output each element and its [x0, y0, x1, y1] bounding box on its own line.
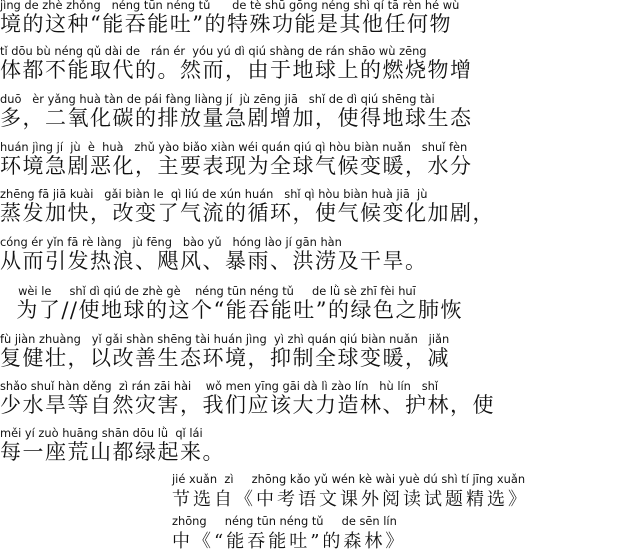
pinyin-row: cóng ér yǐn fā rè làng jù fēng bào yǔ hóng lào jí gān hàn — [0, 235, 342, 249]
hanzi-row: 为了//使地球的这个“能吞能吐”的绿色之肺恢 — [0, 298, 463, 322]
pinyin-row: zhēng fā jiā kuài gǎi biàn le qì liú de xún huán shǐ qì hòu biàn huà jiā jù — [0, 187, 428, 201]
pinyin-row: duō èr yǎng huà tàn de pái fàng liàng jí jù zēng jiā shǐ de dì qiú shēng tài — [0, 92, 435, 106]
hanzi-row: 蒸发加快，改变了气流的循环，使气候变化加剧， — [0, 201, 495, 225]
pinyin-row: wèi le shǐ dì qiú de zhè gè néng tūn néng tǔ de lǜ sè zhī fèi huī — [0, 284, 416, 298]
hanzi-row: 复健壮，以改善生态环境，抑制全球变暖，减 — [0, 346, 450, 370]
hanzi-row: 境的这种“能吞能吐”的特殊功能是其他任何物 — [0, 12, 452, 36]
hanzi-row: 环境急剧恶化，主要表现为全球气候变暖，水分 — [0, 154, 473, 178]
hanzi-row: 多，二氧化碳的排放量急剧增加，使得地球生态 — [0, 106, 473, 130]
pinyin-row: fù jiàn zhuàng yǐ gǎi shàn shēng tài huán jìng yì zhì quán qiú biàn nuǎn jiǎn — [0, 332, 450, 346]
hanzi-row: 从而引发热浪、飓风、暴雨、洪涝及干旱。 — [0, 249, 428, 273]
hanzi-row: 少水旱等自然灾害，我们应该大力造林、护林，使 — [0, 393, 495, 417]
pinyin-row: jié xuǎn zì zhōng kǎo yǔ wén kè wài yuè dú shì tí jīng xuǎn — [172, 472, 526, 486]
hanzi-row: 体都不能取代的。然而，由于地球上的燃烧物增 — [0, 58, 473, 82]
pinyin-row: tǐ dōu bù néng qǔ dài de rán ér yóu yú dì qiú shàng de rán shāo wù zēng — [0, 44, 427, 58]
pinyin-row: shǎo shuǐ hàn děng zì rán zāi hài wǒ men yīng gāi dà lì zào lín hù lín shǐ — [0, 379, 439, 393]
hanzi-row: 每一座荒山都绿起来。 — [0, 440, 225, 464]
hanzi-row: 中《“能吞能吐”的森林》 — [172, 531, 407, 552]
pinyin-row: huán jìng jí jù è huà zhǔ yào biǎo xiàn wéi quán qiú qì hòu biàn nuǎn shuǐ fèn — [0, 140, 468, 154]
pinyin-row: zhōng néng tūn néng tǔ de sēn lín — [172, 514, 397, 528]
hanzi-row: 节选自《中考语文课外阅读试题精选》 — [172, 489, 529, 510]
pinyin-row: měi yí zuò huāng shān dōu lǜ qǐ lái — [0, 426, 203, 440]
pinyin-row: jìng de zhè zhǒng néng tūn néng tǔ de tè shū gōng néng shì qí tā rèn hé wù — [0, 0, 460, 12]
